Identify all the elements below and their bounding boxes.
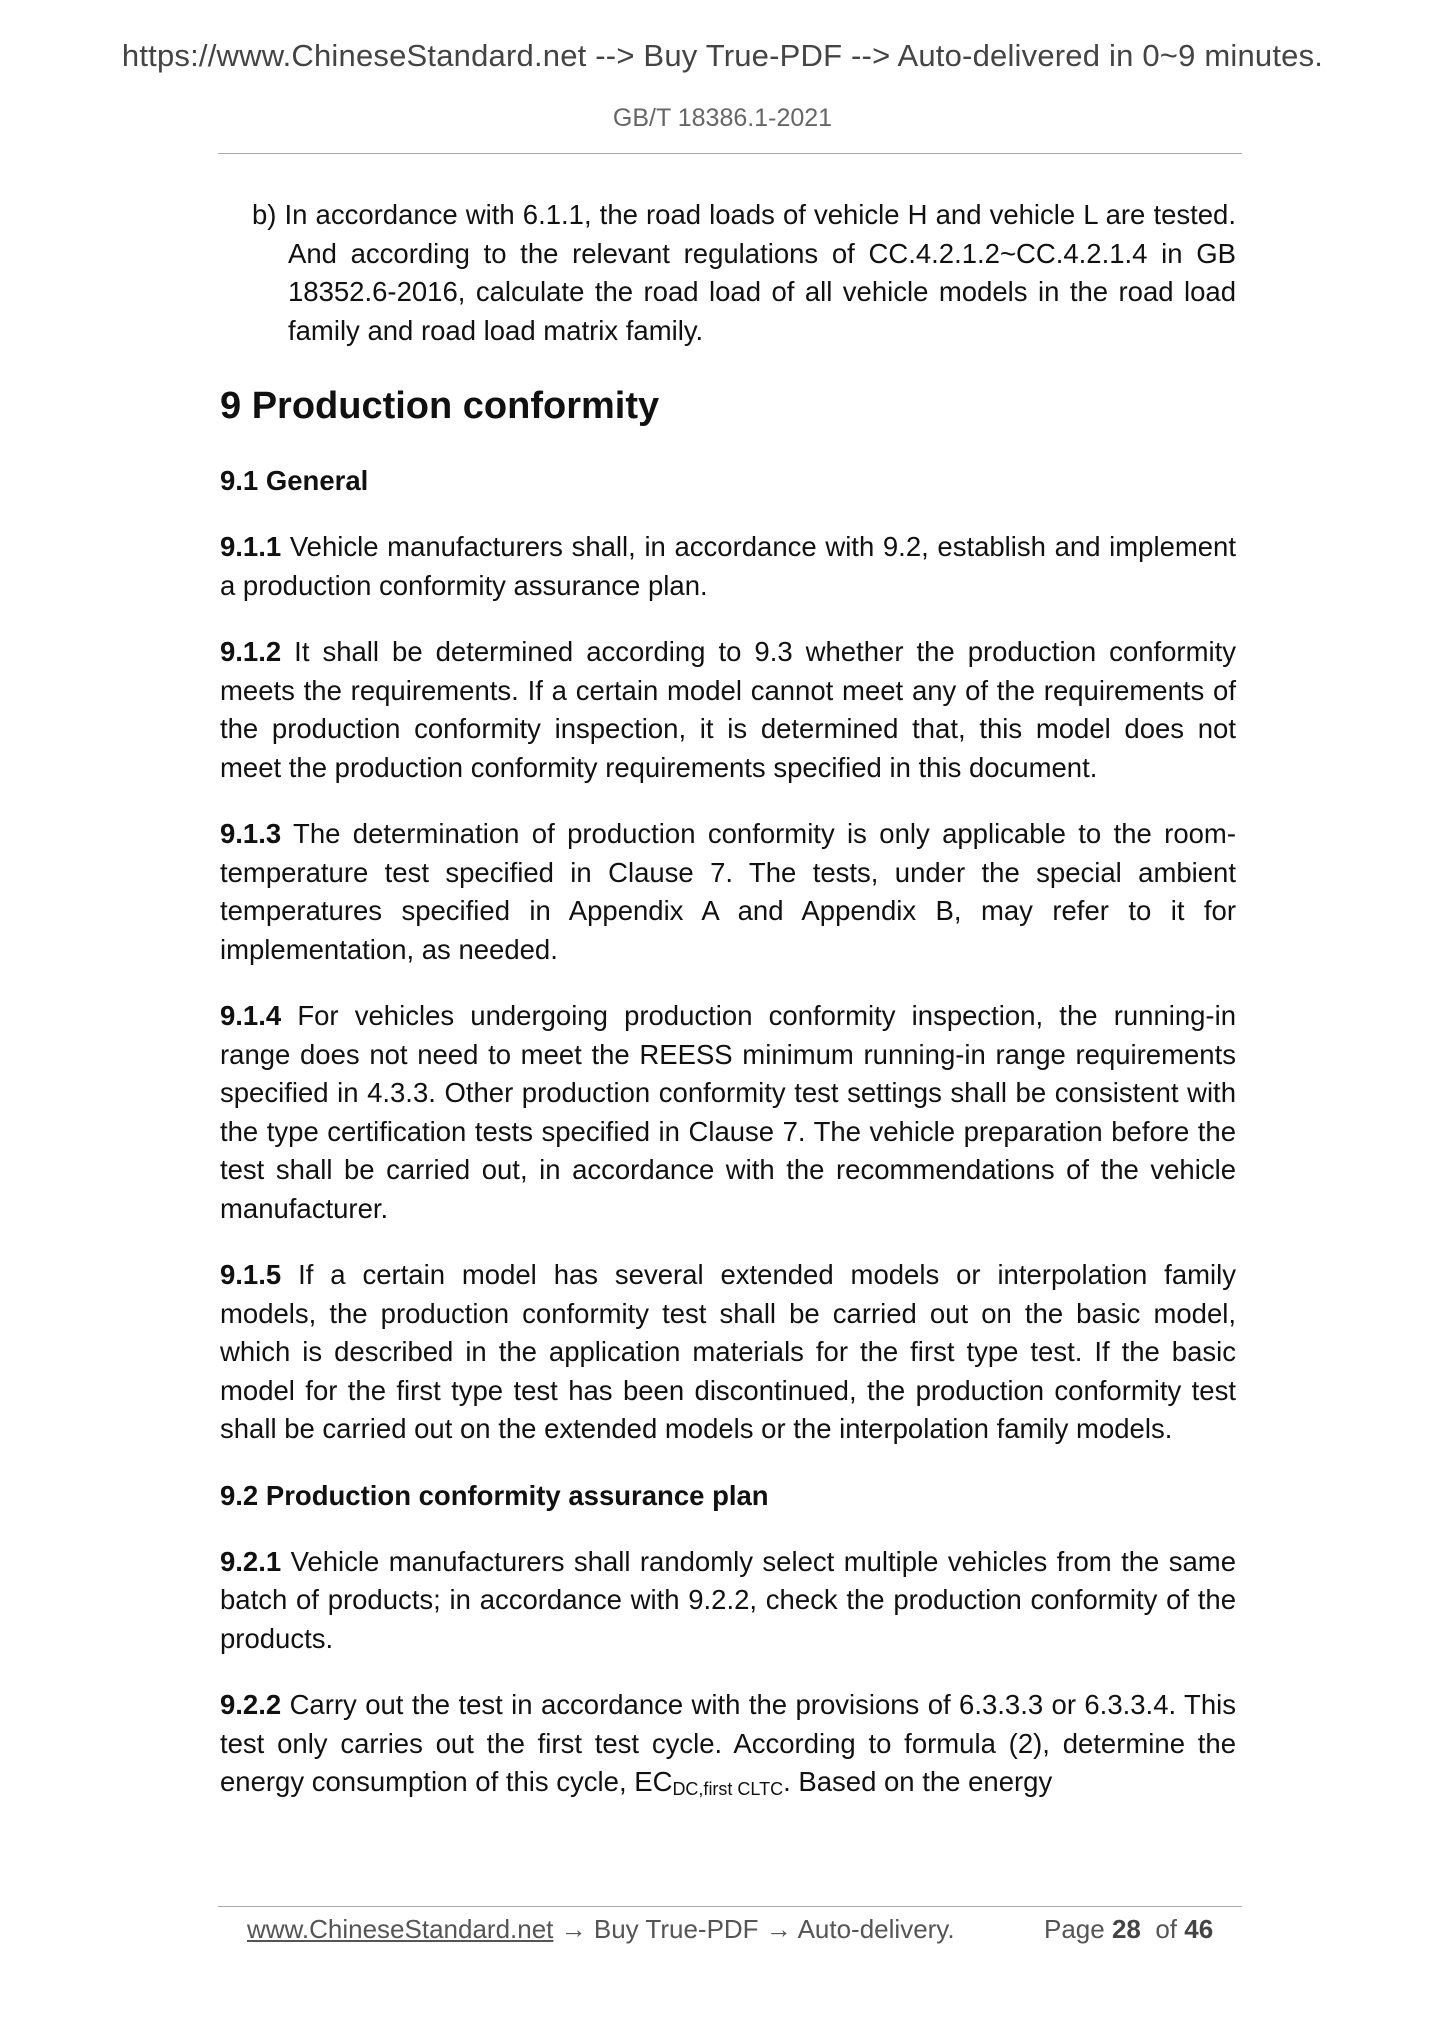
page-indicator bbox=[1044, 1914, 1213, 1945]
page-total: 46 bbox=[1184, 1914, 1214, 1944]
of-label: of bbox=[1155, 1914, 1178, 1944]
clause-number: 9.1.3 bbox=[220, 818, 282, 849]
clause-number: 9.2.2 bbox=[220, 1689, 282, 1720]
clause-text: For vehicles undergoing production conformity inspection, the running-in range does not need to meet the REESS minimum running-in range requirements specified in 4.3.3. Other production conformity test settings shall be consistent with the type certification tests specified in Clause 7. The vehicle preparation before the test shall be carried out, in accordance with the recommendations of the vehicle manufacturer. bbox=[220, 1000, 1236, 1224]
clause-text: If a certain model has several extended models or interpolation family models, the production conformity test shall be carried out on the basic model, which is described in the application materials for the first type test. If the basic model for the first type test has been discontinued, the production conformity test shall be carried out on the extended models or the interpolation family models. bbox=[220, 1259, 1236, 1444]
footer-promo bbox=[247, 1914, 955, 1945]
clause-number: 9.1.1 bbox=[220, 531, 282, 562]
top-banner: https://www.ChineseStandard.net --> Buy True-PDF --> Auto-delivered in 0~9 minutes. bbox=[121, 38, 1324, 73]
clause-text: It shall be determined according to 9.3 whether the production conformity meets the requirements. If a certain model cannot meet any of the requirements of the production conformity inspection, it is determined that, this model does not meet the production conformity requirements specified in this document. bbox=[220, 636, 1236, 783]
clause-9-1-2 bbox=[220, 633, 1236, 787]
clause-text-tail: . Based on the energy bbox=[783, 1766, 1053, 1797]
clause-9-1-3 bbox=[220, 815, 1236, 969]
page-number: 28 bbox=[1111, 1914, 1141, 1944]
clause-number: 9.1.4 bbox=[220, 1000, 282, 1031]
clause-text: Vehicle manufacturers shall, in accordance with 9.2, establish and implement a production conformity assurance plan. bbox=[220, 531, 1236, 601]
clause-9-1-4 bbox=[220, 997, 1236, 1228]
footer-link[interactable]: www.ChineseStandard.net bbox=[247, 1914, 554, 1944]
header-divider bbox=[218, 153, 1242, 154]
standard-code: GB/T 18386.1-2021 bbox=[612, 104, 833, 132]
clause-text: Vehicle manufacturers shall randomly select multiple vehicles from the same batch of products; in accordance with 9.2.2, check the production conformity of the products. bbox=[220, 1545, 1236, 1654]
subscript: DC,first CLTC bbox=[672, 1779, 784, 1799]
clause-text: The determination of production conformity is only applicable to the room-temperature test specified in Clause 7. The tests, under the special ambient temperatures specified in Appendix A and Appendix B, may refer to it for implementation, as needed. bbox=[220, 818, 1236, 965]
clause-9-1-1 bbox=[220, 528, 1236, 605]
footer-divider bbox=[218, 1906, 1242, 1907]
subsection-title-9-2: 9.2 Production conformity assurance plan bbox=[220, 1479, 769, 1511]
list-item-b: b) In accordance with 6.1.1, the road loads of vehicle H and vehicle L are tested. And according to the relevant regulations of CC.4.2.1.2~CC.4.2.1.4 in GB 18352.6-2016, calculate the road load of all vehicle models in the road load family and road load matrix family. bbox=[252, 199, 1236, 346]
footer-promo-text: → Buy True-PDF → Auto-delivery. bbox=[553, 1914, 955, 1944]
clause-number: 9.1.5 bbox=[220, 1259, 282, 1290]
clause-9-1-5 bbox=[220, 1256, 1236, 1449]
clause-9-2-2 bbox=[220, 1686, 1236, 1802]
subsection-title-9-1: 9.1 General bbox=[220, 465, 369, 496]
clause-number: 9.1.2 bbox=[220, 636, 282, 667]
page-body bbox=[220, 196, 1236, 1802]
clause-number: 9.2.1 bbox=[220, 1545, 282, 1577]
section-title: 9 Production conformity bbox=[220, 385, 660, 427]
page-label: Page bbox=[1044, 1914, 1105, 1944]
clause-9-2-1 bbox=[220, 1543, 1236, 1659]
clause-text: Carry out the test in accordance with the provisions of 6.3.3.3 or 6.3.3.4. This test only carries out the first test cycle. According to formula (2), determine the energy consumption of this cycle, EC bbox=[220, 1689, 1236, 1797]
